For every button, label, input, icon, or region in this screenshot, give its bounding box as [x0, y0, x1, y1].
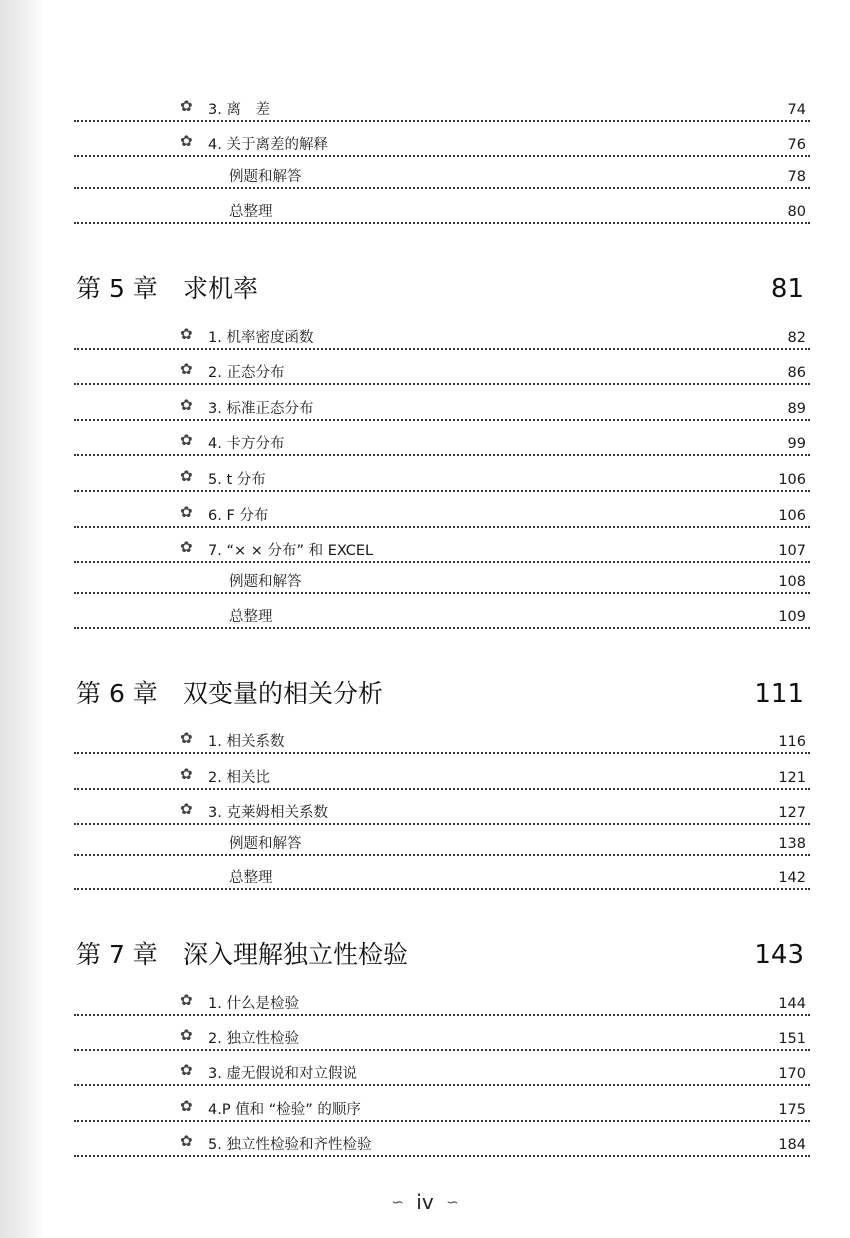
ornament-left-icon: ∽ — [391, 1193, 404, 1211]
entry-title: 例题和解答 — [229, 574, 302, 590]
entry-title: 4. 关于离差的解释 — [208, 137, 328, 153]
entry-page: 144 — [778, 996, 806, 1012]
flower-icon: ✿ — [180, 765, 193, 783]
entry-page: 116 — [778, 734, 806, 750]
ornament-right-icon: ∽ — [446, 1193, 459, 1211]
entry-title: 4.P 值和 “检验” 的顺序 — [208, 1102, 361, 1118]
chapter-page: 111 — [754, 679, 804, 709]
chapter-page: 81 — [770, 274, 804, 304]
entry-page: 175 — [778, 1102, 806, 1118]
page-number: iv — [416, 1190, 434, 1214]
toc-entry[interactable] — [74, 167, 810, 189]
toc-entry[interactable] — [74, 1026, 810, 1051]
entry-page: 106 — [778, 508, 806, 524]
toc-entry[interactable] — [74, 97, 810, 122]
entry-page: 109 — [778, 609, 806, 625]
entry-title: 3. 克莱姆相关系数 — [208, 805, 328, 821]
toc-entry[interactable] — [74, 800, 810, 825]
chapter-label: 第 7 章 — [76, 940, 158, 969]
entry-page: 127 — [778, 805, 806, 821]
entry-page: 89 — [787, 401, 806, 417]
flower-icon: ✿ — [180, 800, 193, 818]
entry-page: 106 — [778, 472, 806, 488]
entry-page: 76 — [787, 137, 806, 153]
chapter-label: 第 5 章 — [76, 274, 158, 303]
chapter-title: 求机率 — [183, 274, 259, 303]
entry-title: 总整理 — [229, 870, 273, 886]
toc-entry[interactable] — [74, 991, 810, 1016]
flower-icon: ✿ — [180, 1026, 193, 1044]
flower-icon: ✿ — [180, 1097, 193, 1115]
entry-page: 78 — [787, 169, 806, 185]
entry-page: 74 — [787, 102, 806, 118]
entry-page: 99 — [787, 436, 806, 452]
entry-title: 1. 相关系数 — [208, 734, 285, 750]
toc-entry[interactable] — [74, 467, 810, 492]
toc-entry[interactable] — [74, 538, 810, 563]
entry-page: 151 — [778, 1031, 806, 1047]
toc-entry[interactable] — [74, 765, 810, 790]
toc-entry[interactable] — [74, 1061, 810, 1086]
toc-entry[interactable] — [74, 1097, 810, 1122]
entry-title: 1. 什么是检验 — [208, 996, 299, 1012]
entry-page: 107 — [778, 543, 806, 559]
flower-icon: ✿ — [180, 729, 193, 747]
toc-entry[interactable] — [74, 396, 810, 421]
entry-title: 2. 独立性检验 — [208, 1031, 299, 1047]
entry-title: 5. 独立性检验和齐性检验 — [208, 1137, 372, 1153]
flower-icon: ✿ — [180, 991, 193, 1009]
flower-icon: ✿ — [180, 1061, 193, 1079]
toc-entry[interactable] — [74, 729, 810, 754]
flower-icon: ✿ — [180, 503, 193, 521]
entry-title: 2. 相关比 — [208, 770, 270, 786]
flower-icon: ✿ — [180, 325, 193, 343]
entry-title: 例题和解答 — [229, 836, 302, 852]
entry-page: 138 — [778, 836, 806, 852]
entry-page: 170 — [778, 1066, 806, 1082]
entry-page: 142 — [778, 870, 806, 886]
flower-icon: ✿ — [180, 360, 193, 378]
flower-icon: ✿ — [180, 97, 193, 115]
toc-entry[interactable] — [74, 431, 810, 456]
entry-page: 108 — [778, 574, 806, 590]
entry-page: 86 — [787, 365, 806, 381]
toc-entry[interactable] — [74, 834, 810, 856]
entry-page: 121 — [778, 770, 806, 786]
toc-entry[interactable] — [74, 1132, 810, 1157]
chapter-heading[interactable] — [76, 272, 806, 312]
entry-title: 总整理 — [229, 609, 273, 625]
entry-title: 3. 离 差 — [208, 102, 270, 118]
chapter-heading[interactable] — [76, 938, 806, 978]
entry-title: 7. “× × 分布” 和 EXCEL — [208, 543, 374, 559]
chapter-title: 深入理解独立性检验 — [183, 940, 409, 969]
flower-icon: ✿ — [180, 538, 193, 556]
entry-title: 3. 虚无假说和对立假说 — [208, 1066, 357, 1082]
entry-title: 3. 标准正态分布 — [208, 401, 314, 417]
toc-entry[interactable] — [74, 132, 810, 157]
entry-title: 4. 卡方分布 — [208, 436, 285, 452]
toc-entry[interactable] — [74, 325, 810, 350]
entry-title: 6. F 分布 — [208, 508, 269, 524]
chapter-title: 双变量的相关分析 — [183, 679, 384, 708]
toc-entry[interactable] — [74, 572, 810, 594]
toc-entry[interactable] — [74, 607, 810, 629]
chapter-label: 第 6 章 — [76, 679, 158, 708]
toc-entry[interactable] — [74, 868, 810, 890]
toc-entry[interactable] — [74, 202, 810, 224]
entry-title: 1. 机率密度函数 — [208, 330, 314, 346]
flower-icon: ✿ — [180, 1132, 193, 1150]
chapter-page: 143 — [754, 940, 804, 970]
page-footer — [0, 1190, 850, 1220]
entry-page: 82 — [787, 330, 806, 346]
flower-icon: ✿ — [180, 431, 193, 449]
entry-title: 5. t 分布 — [208, 472, 266, 488]
flower-icon: ✿ — [180, 396, 193, 414]
entry-title: 例题和解答 — [229, 169, 302, 185]
flower-icon: ✿ — [180, 467, 193, 485]
entry-page: 184 — [778, 1137, 806, 1153]
flower-icon: ✿ — [180, 132, 193, 150]
entry-page: 80 — [787, 204, 806, 220]
entry-title: 2. 正态分布 — [208, 365, 285, 381]
toc-entry[interactable] — [74, 360, 810, 385]
chapter-heading[interactable] — [76, 677, 806, 717]
entry-title: 总整理 — [229, 204, 273, 220]
toc-entry[interactable] — [74, 503, 810, 528]
